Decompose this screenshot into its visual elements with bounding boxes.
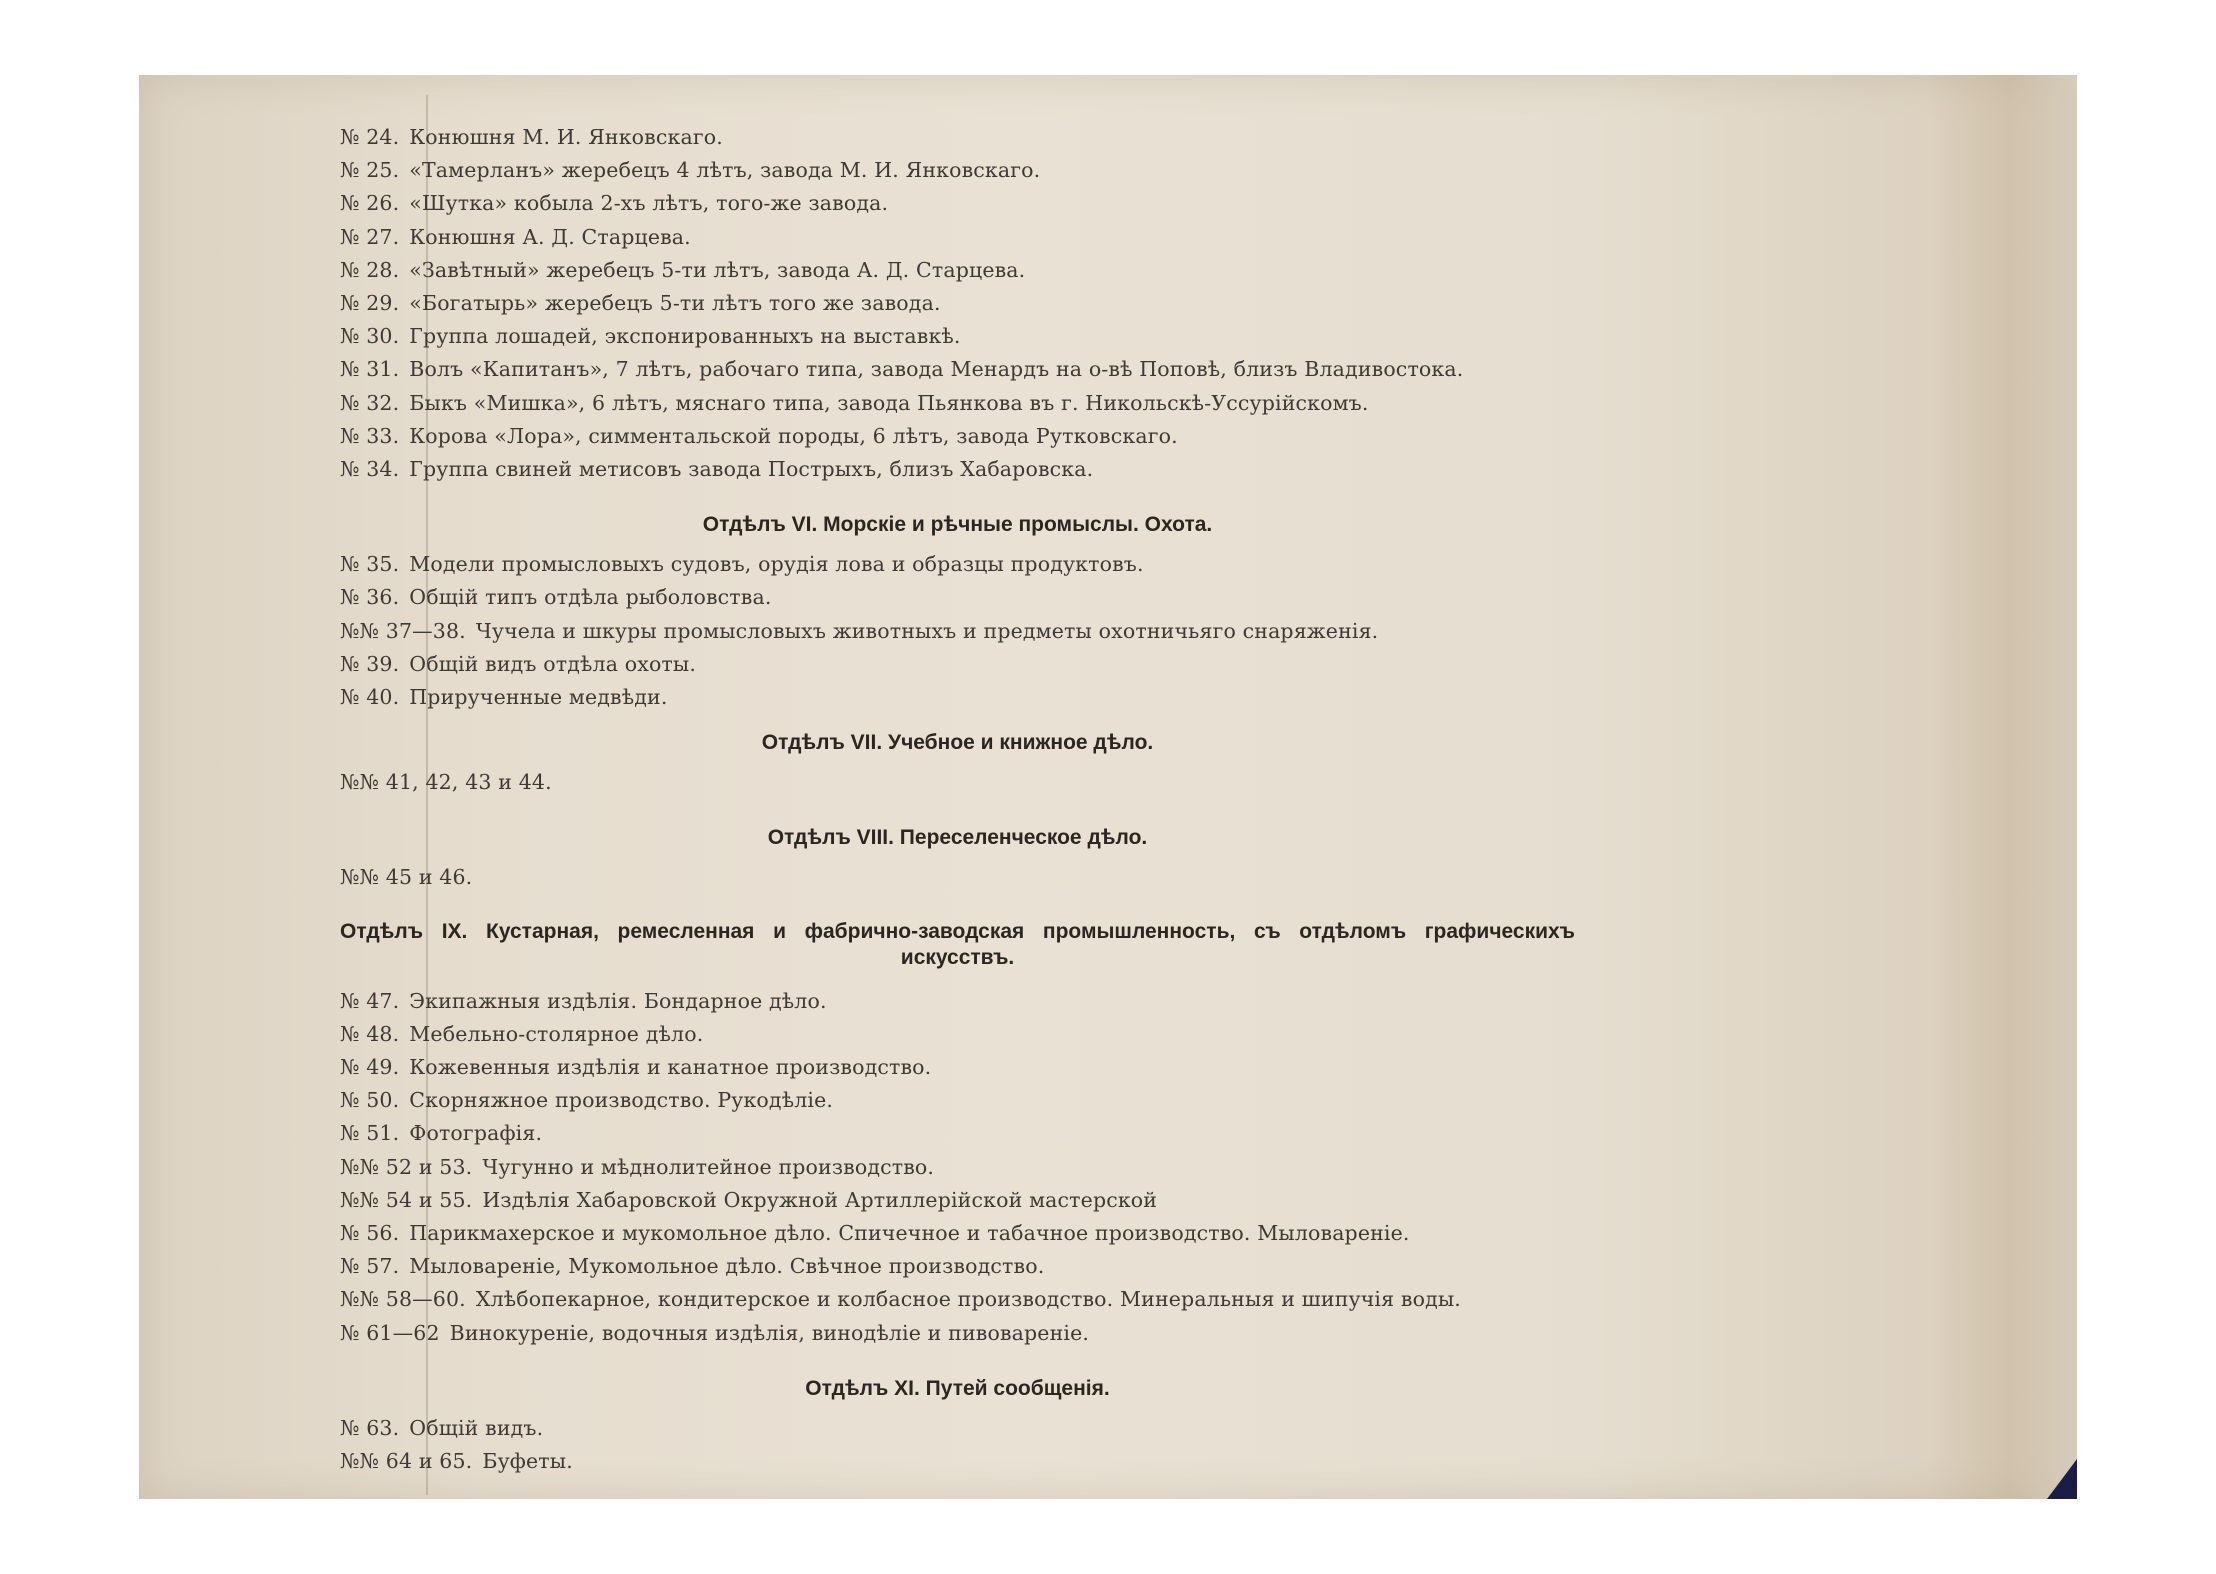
list-item: № 25. «Тамерланъ» жеребецъ 4 лѣтъ, завода М. И. Янковскаго.	[340, 158, 1041, 183]
list-section-9	[340, 985, 1690, 1350]
list-item: № 51. Фотографія.	[340, 1121, 543, 1146]
list-item: № 28. «Завѣтный» жеребецъ 5-ти лѣтъ, завода А. Д. Старцева.	[340, 257, 1026, 282]
list-item: № 39. Общій видъ отдѣла охоты.	[340, 651, 697, 676]
section-heading-9-line1: Отдѣлъ IX. Кустарная, ремесленная и фабрично-заводская промышленность, съ отдѣломъ графическихъ	[340, 919, 1575, 943]
list-item: № 40. Прирученные медвѣди.	[340, 685, 668, 710]
list-item: №№ 37—38. Чучела и шкуры промысловыхъ животныхъ и предметы охотничьяго снаряженія.	[340, 618, 1379, 643]
list-item: № 56. Парикмахерское и мукомольное дѣло. Спичечное и табачное производство. Мыловареніе.	[340, 1221, 1410, 1246]
list-item: №№ 52 и 53. Чугунно и мѣднолитейное производство.	[340, 1154, 935, 1179]
section-heading-8: Отдѣлъ VIII. Переселенческое дѣло.	[767, 826, 1148, 850]
list-item: № 32. Быкъ «Мишка», 6 лѣтъ, мяснаго типа, завода Пьянкова въ г. Никольскѣ-Уссурійскомъ.	[340, 390, 1369, 415]
list-item: № 35. Модели промысловыхъ судовъ, орудія лова и образцы продуктовъ.	[340, 552, 1144, 577]
list-item: № 57. Мыловареніе, Мукомольное дѣло. Свѣчное производство.	[340, 1254, 1045, 1279]
section-heading-9	[340, 919, 1690, 971]
list-item: № 26. «Шутка» кобыла 2-хъ лѣтъ, того-же завода.	[340, 191, 889, 216]
list-section-5	[340, 121, 1690, 486]
list-item: № 34. Группа свиней метисовъ завода Пострыхъ, близъ Хабаровска.	[340, 457, 1094, 482]
list-section-11	[340, 1412, 1690, 1478]
section-heading-7: Отдѣлъ VII. Учебное и книжное дѣло.	[761, 731, 1154, 755]
list-item: № 49. Кожевенныя издѣлія и канатное производство.	[340, 1055, 932, 1080]
section-heading-9-line2: искусствъ.	[900, 945, 1015, 969]
document-text	[340, 121, 1690, 1478]
page-edge-shading	[1927, 75, 2077, 1499]
list-item: №№ 58—60. Хлѣбопекарное, кондитерское и колбасное производство. Минеральныя и шипучія воды.	[340, 1287, 1461, 1312]
list-item: № 24. Конюшня М. И. Янковскаго.	[340, 125, 723, 149]
list-item: № 29. «Богатырь» жеребецъ 5-ти лѣтъ того же завода.	[340, 291, 941, 316]
section-heading-11: Отдѣлъ XI. Путей сообщенія.	[805, 1376, 1110, 1400]
list-item: № 27. Конюшня А. Д. Старцева.	[340, 224, 691, 249]
list-item: № 48. Мебельно-столярное дѣло.	[340, 1021, 704, 1046]
list-item: № 36. Общій типъ отдѣла рыболовства.	[340, 585, 772, 610]
list-item: №№ 41, 42, 43 и 44.	[340, 770, 552, 795]
list-item: № 31. Волъ «Капитанъ», 7 лѣтъ, рабочаго типа, завода Менардъ на о-вѣ Поповѣ, близъ Владивостока.	[340, 357, 1464, 382]
list-item: № 33. Корова «Лора», симментальской породы, 6 лѣтъ, завода Рутковскаго.	[340, 423, 1178, 448]
section-heading-6: Отдѣлъ VI. Морскіе и рѣчные промыслы. Охота.	[702, 513, 1213, 537]
list-item: № 61—62 Винокуреніе, водочныя издѣлія, винодѣліе и пивовареніе.	[340, 1320, 1090, 1345]
list-item: №№ 54 и 55. Издѣлія Хабаровской Окружной Артиллерійской мастерской	[340, 1187, 1158, 1212]
list-item: № 50. Скорняжное производство. Рукодѣліе.	[340, 1088, 834, 1113]
list-section-6	[340, 548, 1690, 714]
list-item: №№ 64 и 65. Буфеты.	[340, 1449, 573, 1474]
list-item: № 30. Группа лошадей, экспонированныхъ на выставкѣ.	[340, 324, 961, 349]
list-item: №№ 45 и 46.	[340, 865, 473, 890]
list-item: № 63. Общій видъ.	[340, 1415, 544, 1440]
list-item: № 47. Экипажныя издѣлія. Бондарное дѣло.	[340, 988, 827, 1013]
